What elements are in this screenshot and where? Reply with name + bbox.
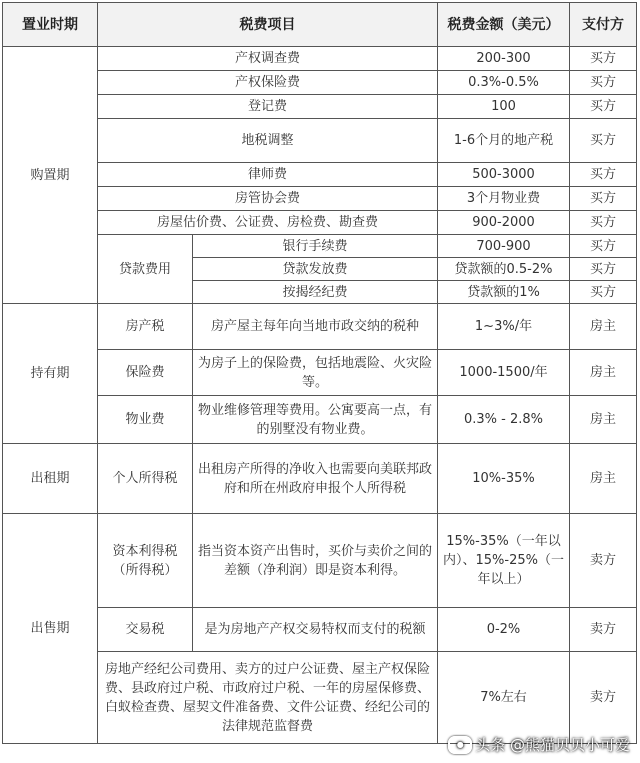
payer-cell: 买方	[570, 235, 637, 258]
payer-cell: 买方	[570, 95, 637, 119]
camera-icon: ●	[448, 736, 472, 754]
period-rental: 出租期	[3, 444, 98, 514]
amount-cell: 100	[438, 95, 570, 119]
amount-cell: 900-2000	[438, 211, 570, 235]
header-payer: 支付方	[570, 3, 637, 47]
amount-cell: 700-900	[438, 235, 570, 258]
amount-cell: 0.3%-0.5%	[438, 71, 570, 95]
item-cell: 物业费	[98, 396, 193, 444]
payer-cell: 卖方	[570, 608, 637, 652]
table-row	[3, 444, 637, 514]
item-cell: 房产税	[98, 304, 193, 350]
item-cell: 资本利得税（所得税）	[98, 514, 193, 608]
item-cell: 交易税	[98, 608, 193, 652]
payer-cell: 买方	[570, 258, 637, 281]
period-holding: 持有期	[3, 304, 98, 444]
payer-cell: 买方	[570, 47, 637, 71]
item-cell: 登记费	[98, 95, 438, 119]
table-row	[3, 95, 637, 119]
item-cell: 律师费	[98, 163, 438, 187]
payer-cell: 买方	[570, 281, 637, 304]
table-row	[3, 119, 637, 163]
table-row	[3, 187, 637, 211]
amount-cell: 0-2%	[438, 608, 570, 652]
amount-cell: 0.3% - 2.8%	[438, 396, 570, 444]
period-purchase: 购置期	[3, 47, 98, 304]
amount-cell: 1~3%/年	[438, 304, 570, 350]
table-row	[3, 304, 637, 350]
item-cell: 产权调查费	[98, 47, 438, 71]
table-row	[3, 514, 637, 608]
item-cell: 贷款发放费	[193, 258, 438, 281]
desc-cell: 是为房地产产权交易特权而支付的税额	[193, 608, 438, 652]
desc-cell: 指当资本资产出售时，买价与卖价之间的差额（净利润）即是资本利得。	[193, 514, 438, 608]
amount-cell: 贷款额的0.5-2%	[438, 258, 570, 281]
payer-cell: 买方	[570, 211, 637, 235]
header-item: 税费项目	[98, 3, 438, 47]
table-row	[3, 608, 637, 652]
period-sale: 出售期	[3, 514, 98, 744]
payer-cell: 卖方	[570, 514, 637, 608]
desc-cell: 物业维修管理等费用。公寓要高一点，有的别墅没有物业费。	[193, 396, 438, 444]
amount-cell: 500-3000	[438, 163, 570, 187]
item-cell: 地税调整	[98, 119, 438, 163]
amount-cell: 200-300	[438, 47, 570, 71]
watermark	[448, 734, 630, 755]
payer-cell: 房主	[570, 304, 637, 350]
loan-fee-group: 贷款费用	[98, 235, 193, 304]
item-cell: 按揭经纪费	[193, 281, 438, 304]
amount-cell: 1000-1500/年	[438, 350, 570, 396]
amount-cell: 贷款额的1%	[438, 281, 570, 304]
amount-cell: 10%-35%	[438, 444, 570, 514]
amount-cell: 7%左右	[438, 652, 570, 744]
table-row	[3, 235, 637, 258]
table-row	[3, 396, 637, 444]
desc-cell: 出租房产所得的净收入也需要向美联邦政府和所在州政府申报个人所得税	[193, 444, 438, 514]
item-cell: 房管协会费	[98, 187, 438, 211]
amount-cell: 15%-35%（一年以内）、15%-25%（一年以上）	[438, 514, 570, 608]
tax-fee-table	[2, 2, 637, 744]
watermark-text: 头条 @熊猫贝贝小可爱	[475, 736, 630, 754]
table-row	[3, 211, 637, 235]
header-amount: 税费金额（美元）	[438, 3, 570, 47]
item-cell: 房地产经纪公司费用、卖方的过户公证费、屋主产权保险费、县政府过户税、市政府过户税、一年的房屋保修费、白蚁检查费、屋契文件准备费、文件公证费、经纪公司的法律规范监督费	[98, 652, 438, 744]
amount-cell: 1-6个月的地产税	[438, 119, 570, 163]
payer-cell: 房主	[570, 350, 637, 396]
table-row	[3, 71, 637, 95]
item-cell: 保险费	[98, 350, 193, 396]
header-period: 置业时期	[3, 3, 98, 47]
payer-cell: 买方	[570, 187, 637, 211]
header-row	[3, 3, 637, 47]
item-cell: 产权保险费	[98, 71, 438, 95]
item-cell: 银行手续费	[193, 235, 438, 258]
table-row	[3, 652, 637, 744]
amount-cell: 3个月物业费	[438, 187, 570, 211]
payer-cell: 卖方	[570, 652, 637, 744]
payer-cell: 买方	[570, 119, 637, 163]
item-cell: 个人所得税	[98, 444, 193, 514]
item-cell: 房屋估价费、公证费、房检费、勘查费	[98, 211, 438, 235]
table-row	[3, 163, 637, 187]
table-row	[3, 350, 637, 396]
payer-cell: 房主	[570, 444, 637, 514]
desc-cell: 房产屋主每年向当地市政交纳的税种	[193, 304, 438, 350]
payer-cell: 房主	[570, 396, 637, 444]
table-row	[3, 47, 637, 71]
payer-cell: 买方	[570, 71, 637, 95]
payer-cell: 买方	[570, 163, 637, 187]
desc-cell: 为房子上的保险费，包括地震险、火灾险等。	[193, 350, 438, 396]
